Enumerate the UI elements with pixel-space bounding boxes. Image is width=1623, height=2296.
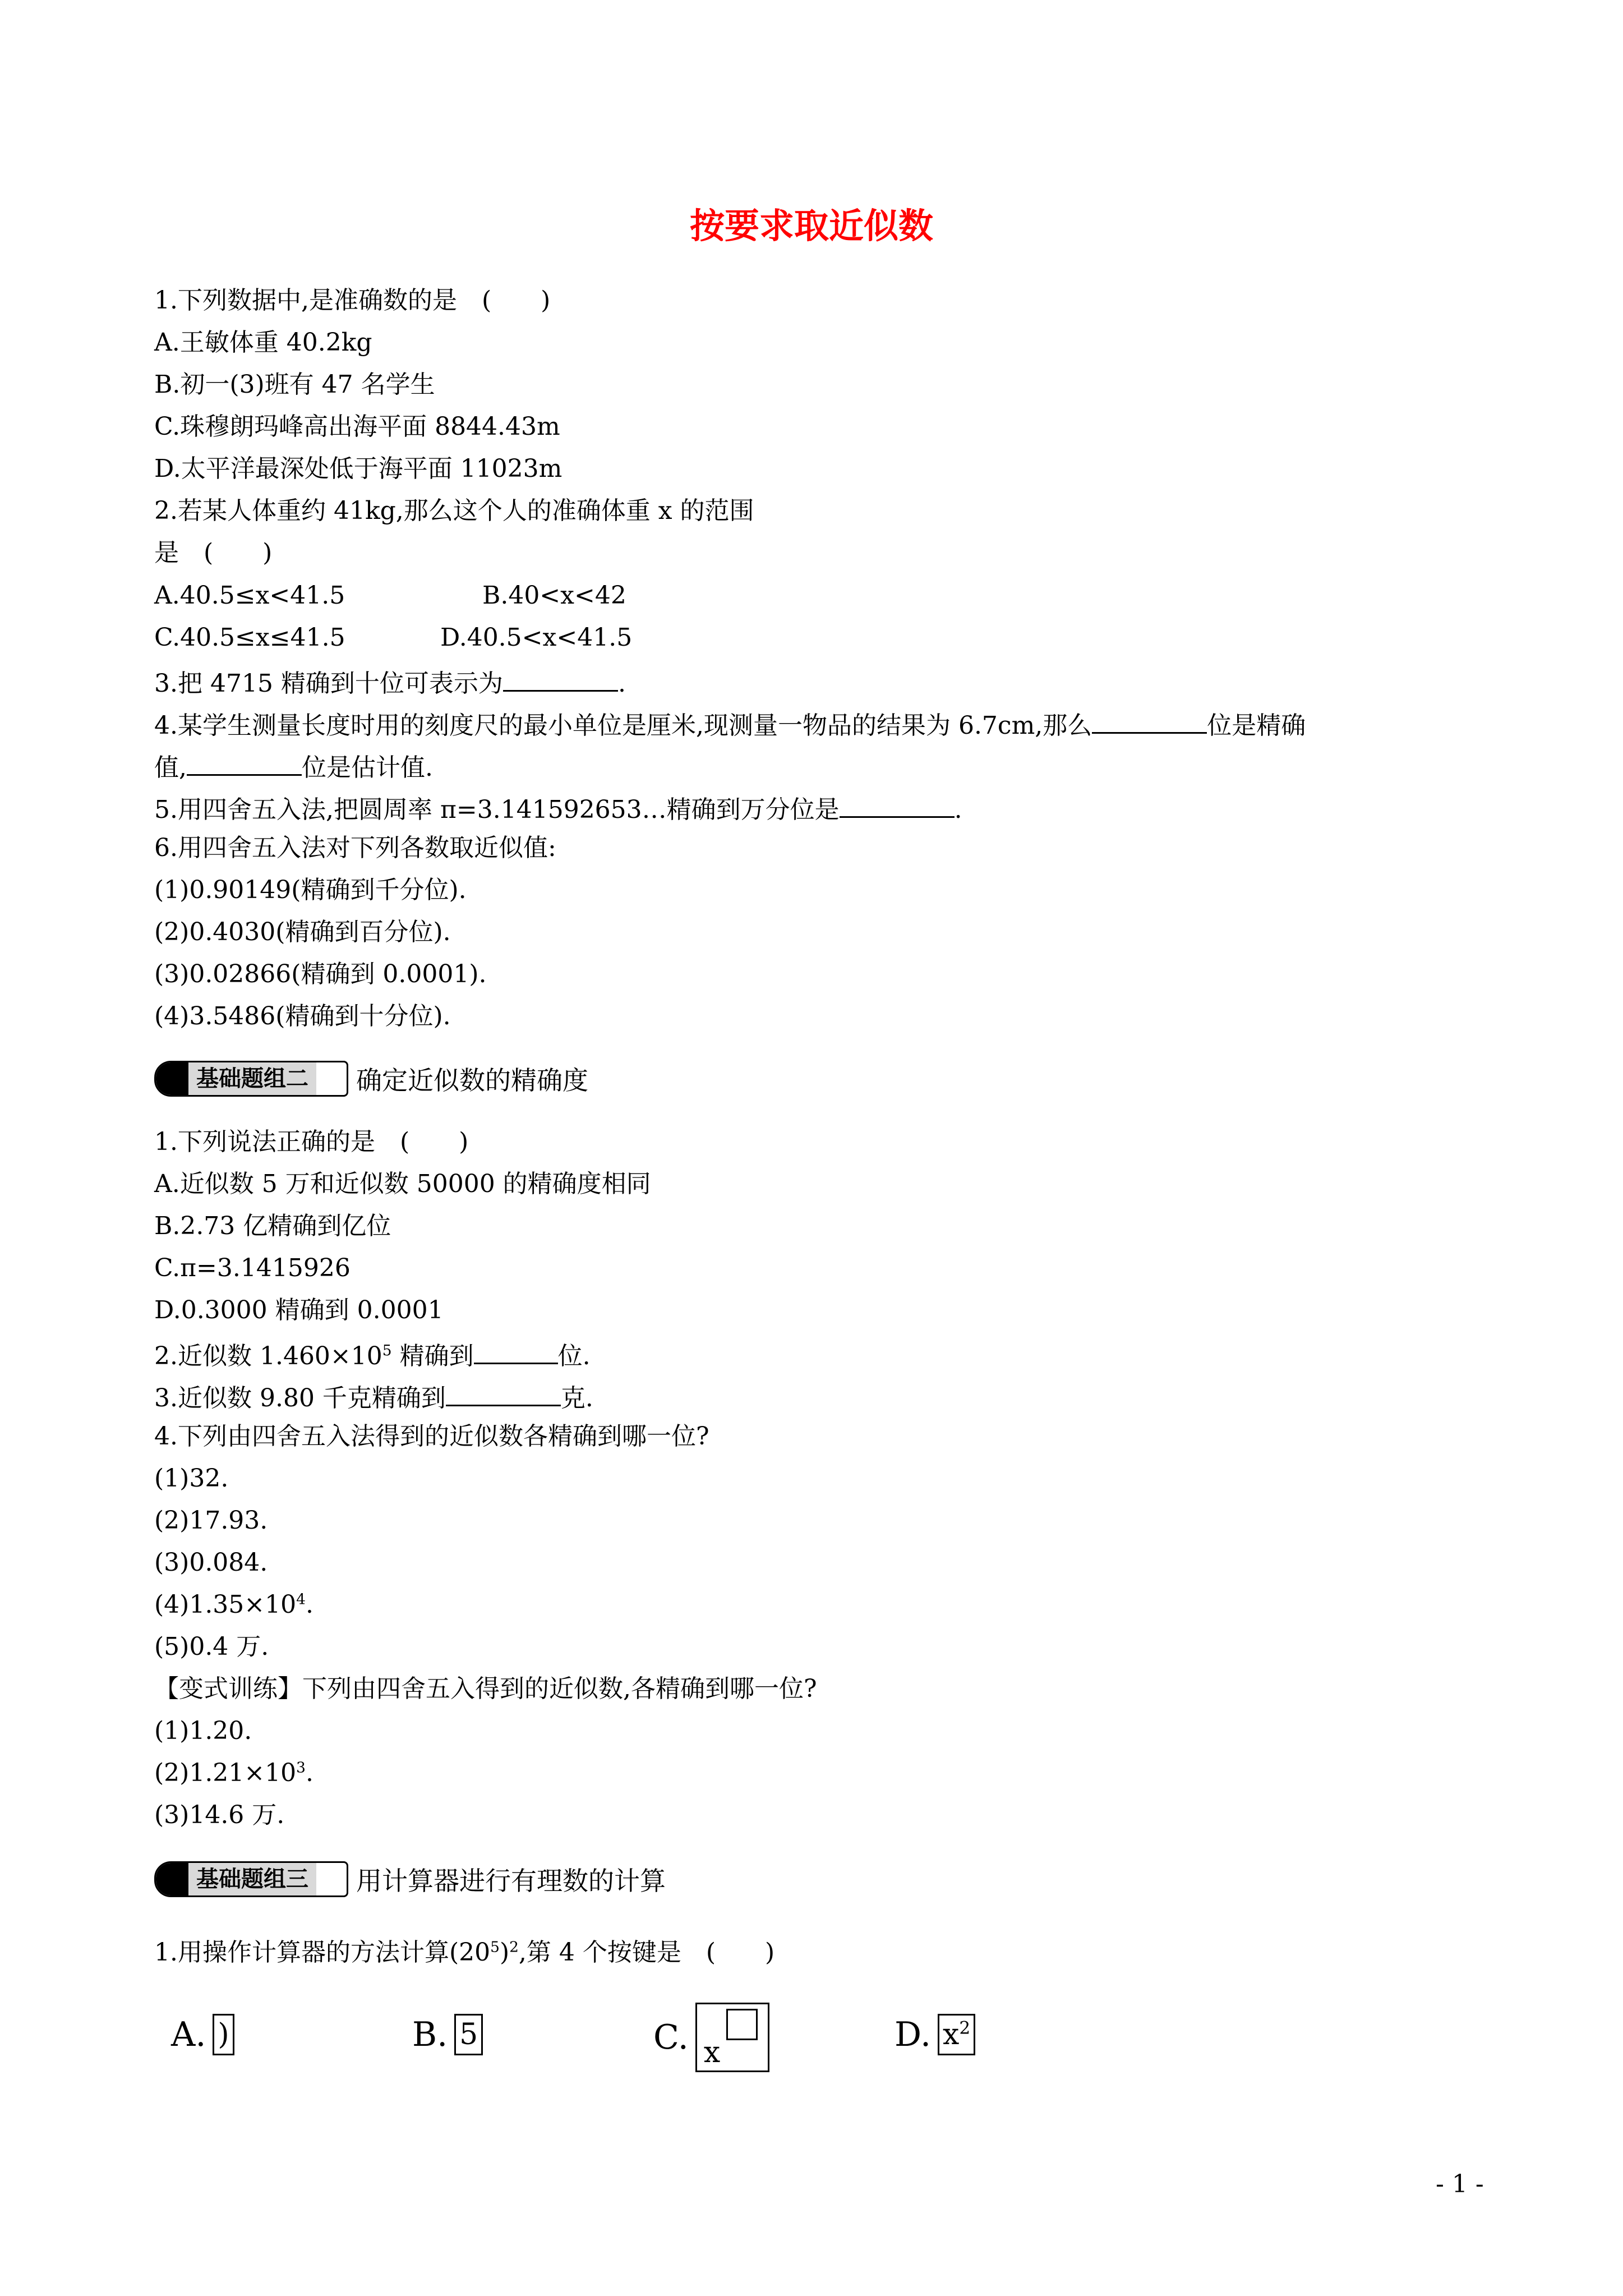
answer-blank — [840, 793, 955, 818]
question-1-6-item-2: (2)0.4030(精确到百分位). — [154, 918, 451, 946]
exponent: 3 — [296, 1759, 306, 1777]
question-1-3-text: 3.把 4715 精确到十位可表示为 — [154, 669, 503, 698]
question-2-1-option-a: A.近似数 5 万和近似数 50000 的精确度相同 — [154, 1170, 651, 1198]
question-2-4: 4.下列由四舍五入法得到的近似数各精确到哪一位? — [154, 1422, 709, 1451]
question-2-1-option-b: B.2.73 亿精确到亿位 — [154, 1212, 391, 1240]
question-1-5-end: . — [954, 795, 962, 824]
question-1-4-cont-text: 值, — [154, 753, 187, 782]
option-a — [171, 2014, 234, 2055]
variant-training: 【变式训练】下列由四舍五入得到的近似数,各精确到哪一位? — [154, 1674, 817, 1703]
question-2-2-end: 位. — [557, 1341, 591, 1370]
answer-blank — [1092, 708, 1207, 734]
question-2-3 — [154, 1381, 593, 1412]
question-1-6: 6.用四舍五入法对下列各数取近似值: — [154, 834, 556, 862]
question-1-4-cont-end: 位是估计值. — [302, 753, 433, 782]
exponent: 5 — [382, 1342, 392, 1360]
section-2-badge — [154, 1061, 348, 1097]
question-1-2-option-d: D.40.5<x<41.5 — [440, 623, 633, 652]
key-x-power — [695, 2003, 769, 2072]
answer-blank — [474, 1339, 558, 1364]
question-1-2: 2.若某人体重约 41kg,那么这个人的准确体重 x 的范围 — [154, 496, 754, 525]
exponent: 2 — [959, 2018, 971, 2039]
question-2-3-end: 克. — [560, 1383, 593, 1412]
question-1-2-option-b: B.40<x<42 — [482, 581, 626, 610]
question-1-1-option-a: A.王敏体重 40.2kg — [154, 328, 372, 357]
exponent: 2 — [509, 1938, 519, 1956]
question-1-4 — [154, 708, 1306, 739]
variant-item-3: (3)14.6 万. — [154, 1801, 285, 1829]
question-2-2 — [154, 1339, 591, 1370]
question-2-1-option-c: C.π=3.1415926 — [154, 1254, 351, 1282]
section-3-header — [154, 1862, 666, 1896]
exponent: 5 — [490, 1938, 500, 1956]
page-title: 按要求取近似数 — [689, 205, 933, 246]
exponent: 4 — [296, 1590, 306, 1608]
question-1-1: 1.下列数据中,是准确数的是 ( ) — [154, 286, 551, 315]
question-1-1-option-c: C.珠穆朗玛峰高出海平面 8844.43m — [154, 412, 560, 441]
question-2-4-item-2: (2)17.93. — [154, 1506, 268, 1535]
question-1-1-option-b: B.初一(3)班有 47 名学生 — [154, 370, 435, 399]
question-3-1-text: 1.用操作计算器的方法计算(20 — [154, 1938, 491, 1967]
question-1-4-text: 4.某学生测量长度时用的刻度尺的最小单位是厘米,现测量一物品的结果为 6.7cm,那么 — [154, 711, 1092, 740]
section-3-caption: 用计算器进行有理数的计算 — [356, 1866, 666, 1896]
question-2-4-item-4 — [154, 1591, 313, 1618]
answer-blank — [446, 1381, 561, 1406]
question-2-4-item-3: (3)0.084. — [154, 1548, 268, 1577]
question-1-5 — [154, 793, 962, 823]
key-x-squared — [938, 2014, 975, 2055]
question-2-1: 1.下列说法正确的是 ( ) — [154, 1128, 469, 1156]
question-3-1-mid: ) — [499, 1938, 510, 1967]
option-d — [895, 2014, 975, 2055]
question-1-6-item-1: (1)0.90149(精确到千分位). — [154, 876, 467, 904]
answer-blank — [187, 751, 302, 776]
option-b — [412, 2014, 483, 2055]
question-1-4-mid: 位是精确 — [1207, 711, 1306, 740]
question-2-3-text: 3.近似数 9.80 千克精确到 — [154, 1383, 446, 1412]
option-a-label: A. — [171, 2015, 206, 2054]
question-1-1-option-d: D.太平洋最深处低于海平面 11023m — [154, 454, 562, 483]
question-2-4-item-4-text: (4)1.35×10 — [154, 1590, 297, 1619]
question-2-1-option-d: D.0.3000 精确到 0.0001 — [154, 1296, 444, 1324]
question-2-2-mid: 精确到 — [391, 1341, 474, 1370]
question-1-2-option-c: C.40.5≤x≤41.5 — [154, 623, 345, 652]
option-d-label: D. — [895, 2015, 932, 2054]
variant-item-2-end: . — [305, 1759, 313, 1787]
section-3-badge — [154, 1861, 348, 1897]
question-1-6-item-4: (4)3.5486(精确到十分位). — [154, 1002, 451, 1030]
question-3-1-end: ,第 4 个按键是 ( ) — [518, 1938, 775, 1967]
question-1-6-item-3: (3)0.02866(精确到 0.0001). — [154, 960, 487, 988]
key-close-paren: ) — [213, 2014, 234, 2055]
variant-item-1: (1)1.20. — [154, 1717, 252, 1745]
question-1-4-continued — [154, 751, 433, 781]
section-2-badge-label: 基础题组二 — [188, 1062, 316, 1095]
question-1-3 — [154, 666, 626, 697]
option-c — [653, 2003, 769, 2072]
question-2-4-item-1: (1)32. — [154, 1464, 229, 1493]
option-c-label: C. — [653, 2018, 689, 2057]
section-3-badge-label: 基础题组三 — [188, 1863, 316, 1895]
question-2-4-item-4-end: . — [305, 1590, 313, 1619]
variant-item-2 — [154, 1760, 313, 1787]
key-x-squared-label: x — [943, 2018, 960, 2051]
question-1-3-end: . — [617, 669, 626, 698]
key-five: 5 — [454, 2014, 483, 2055]
variant-item-2-text: (2)1.21×10 — [154, 1759, 297, 1787]
question-2-2-text: 2.近似数 1.460×10 — [154, 1341, 382, 1370]
empty-square-icon — [726, 2009, 758, 2040]
question-3-1 — [154, 1939, 774, 1966]
section-2-caption: 确定近似数的精确度 — [356, 1065, 588, 1096]
answer-blank — [503, 666, 618, 692]
key-x-power-label: x — [703, 2036, 721, 2069]
page-number: - 1 - — [1436, 2170, 1484, 2198]
question-1-2-option-a: A.40.5≤x<41.5 — [154, 581, 345, 610]
section-2-header — [154, 1062, 588, 1096]
question-1-5-text: 5.用四舍五入法,把圆周率 π=3.141592653…精确到万分位是 — [154, 795, 840, 824]
option-b-label: B. — [412, 2015, 448, 2054]
question-1-2-continued: 是 ( ) — [154, 539, 273, 567]
question-2-4-item-5: (5)0.4 万. — [154, 1632, 269, 1661]
